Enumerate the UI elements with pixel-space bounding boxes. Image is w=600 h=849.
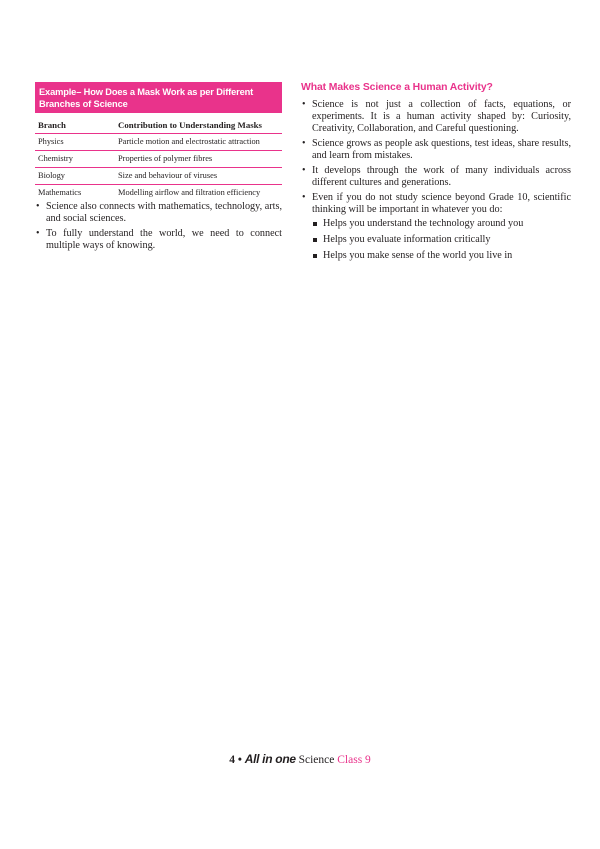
table-row [35,134,282,151]
list-item-text: Science is not just a collection of facts, equations, or experiments. It is a human activity shaped by: Curiosity, Creativity, Collaboration, and Careful questioning. [312,99,571,134]
column-header-contribution: Contribution to Understanding Masks [115,113,282,134]
table-cell-contribution: Modelling airflow and filtration efficiency [118,188,261,197]
left-bullet-list [35,201,282,252]
bullet-icon: • [36,228,40,239]
bullet-icon: • [36,201,40,212]
square-bullet-icon [313,222,317,226]
list-item [35,201,282,225]
right-column [301,82,571,266]
table-row [35,151,282,168]
table-cell-contribution: Size and behaviour of viruses [115,168,282,185]
sub-list-item-text: Helps you make sense of the world you live in [323,250,513,261]
table-cell-contribution: Particle motion and electrostatic attraction [115,134,282,151]
list-item [301,138,571,162]
list-item-text: Science also connects with mathematics, technology, arts, and social sciences. [46,201,282,224]
table-row [35,168,282,185]
list-item-text: To fully understand the world, we need to connect multiple ways of knowing. [46,228,282,251]
left-column [35,82,282,255]
footer-subject: Science [298,754,335,766]
sub-bullet-list [312,218,571,262]
table-row [35,185,282,202]
list-item [301,192,571,262]
bullet-icon: • [302,192,306,203]
sub-list-item [312,218,571,230]
sub-list-item-text: Helps you evaluate information critically [323,234,491,245]
example-header: Example– How Does a Mask Work as per Different Branches of Science [35,82,282,113]
bullet-icon: • [302,99,306,110]
list-item-text: Even if you do not study science beyond Grade 10, scientific thinking will be important in whatever you do: [312,192,571,215]
right-bullet-list [301,99,571,262]
table-cell-branch: Chemistry [35,151,115,168]
sub-list-item [312,250,571,262]
list-item [301,165,571,189]
list-item-text: Science grows as people ask questions, test ideas, share results, and learn from mistakes. [312,138,571,161]
square-bullet-icon [313,254,317,258]
mask-branches-table [35,113,282,201]
table-cell-branch: Mathematics [38,188,82,197]
list-item-text: It develops through the work of many individuals across different cultures and generations. [312,165,571,188]
bullet-icon: • [302,138,306,149]
footer-separator: • [237,754,242,766]
page-footer [0,752,600,767]
sub-list-item-text: Helps you understand the technology around you [323,218,524,229]
page-number: 4 [229,754,235,766]
column-header-branch: Branch [35,113,115,134]
table-cell-contribution: Properties of polymer fibres [115,151,282,168]
section-title: What Makes Science a Human Activity? [301,82,493,93]
list-item [301,99,571,135]
list-item [35,228,282,252]
table-cell-branch: Physics [35,134,115,151]
sub-list-item [312,234,571,246]
bullet-icon: • [302,165,306,176]
square-bullet-icon [313,238,317,242]
footer-class-label: Class 9 [337,754,371,766]
table-cell-branch: Biology [35,168,115,185]
brand-logo: All in one [244,752,296,766]
table-header-row [35,113,282,134]
